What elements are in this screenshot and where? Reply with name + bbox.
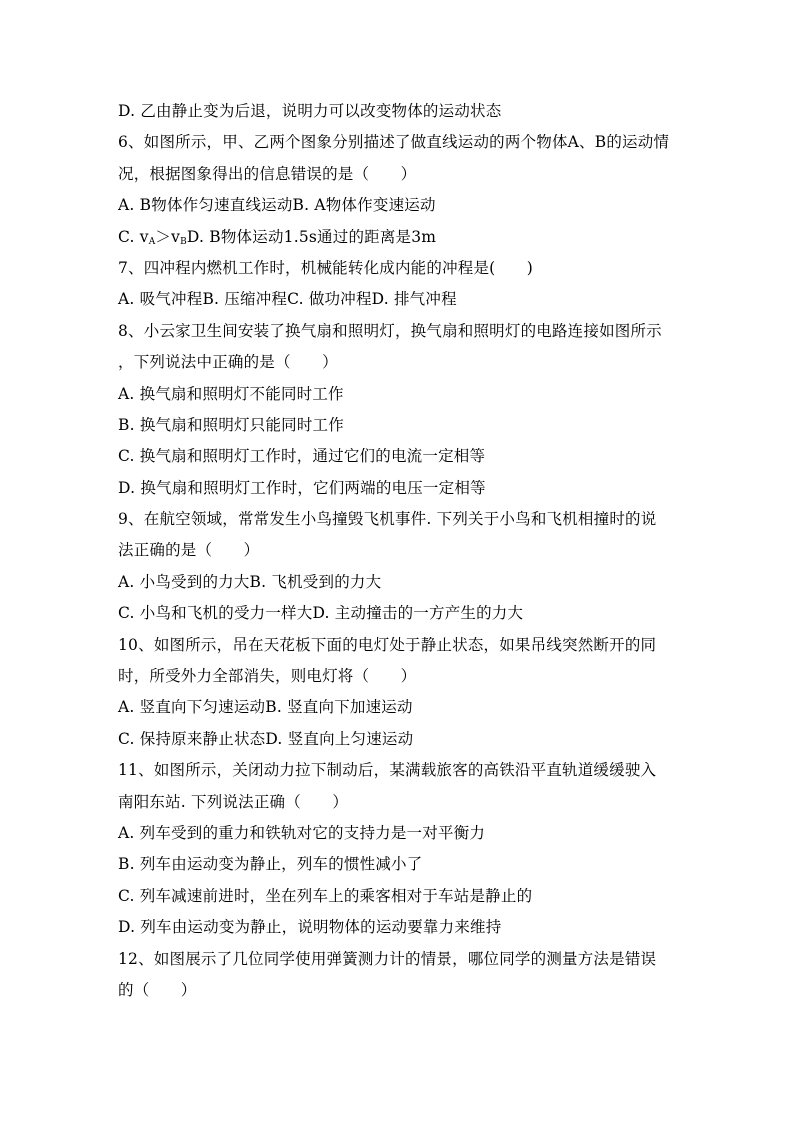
- q11-option-a: A. 列车受到的重力和铁轨对它的支持力是一对平衡力: [118, 823, 486, 842]
- q8-option-b: B. 换气扇和照明灯只能同时工作: [118, 415, 344, 434]
- q7-stem: 7、四冲程内燃机工作时，机械能转化成内能的冲程是( ): [118, 258, 534, 277]
- q8-stem-line-1: 8、小云家卫生间安装了换气扇和照明灯，换气扇和照明灯的电路连接如图所示: [118, 321, 662, 340]
- q5-option-d: D. 乙由静止变为后退，说明力可以改变物体的运动状态: [118, 102, 502, 120]
- q10-options-ab: A. 竖直向下匀速运动B. 竖直向下加速运动: [118, 698, 413, 717]
- q6-stem-line-1: 6、如图所示，甲、乙两个图象分别描述了做直线运动的两个物体A、B的运动情: [118, 133, 670, 152]
- q6-option-d: D. B物体运动1.5s通过的距离是3m: [186, 227, 437, 246]
- q7-options: A. 吸气冲程B. 压缩冲程C. 做功冲程D. 排气冲程: [118, 290, 457, 309]
- q9-stem-line-1: 9、在航空领域，常常发生小鸟撞毁飞机事件. 下列关于小鸟和飞机相撞时的说: [118, 510, 657, 529]
- q10-stem-line-2: 时，所受外力全部消失，则电灯将（ ）: [118, 667, 417, 686]
- q6-option-c-prefix: C. v: [118, 227, 149, 246]
- q11-option-d: D. 列车由运动变为静止，说明物体的运动要靠力来维持: [118, 918, 502, 937]
- q10-stem-line-1: 10、如图所示，吊在天花板下面的电灯处于静止状态，如果吊线突然断开的同: [118, 635, 657, 654]
- q11-stem-line-2: 南阳东站. 下列说法正确（ ）: [118, 792, 349, 811]
- subscript-b: B: [180, 236, 187, 247]
- q11-stem-line-1: 11、如图所示，关闭动力拉下制动后，某满载旅客的高铁沿平直轨道缓缓驶入: [118, 761, 657, 780]
- q11-option-b: B. 列车由运动变为静止，列车的惯性减小了: [118, 855, 423, 874]
- q9-options-ab: A. 小鸟受到的力大B. 飞机受到的力大: [118, 572, 382, 591]
- q6-options-ab: A. B物体作匀速直线运动B. A物体作变速运动: [118, 196, 436, 215]
- q8-option-d: D. 换气扇和照明灯工作时，它们两端的电压一定相等: [118, 478, 486, 497]
- q12-stem-line-2: 的（ ）: [118, 980, 197, 999]
- q6-option-c-gt: ＞v: [155, 227, 181, 246]
- q11-option-c: C. 列车减速前进时，坐在列车上的乘客相对于车站是静止的: [118, 886, 533, 905]
- q8-stem-line-2: ，下列说法中正确的是（ ）: [118, 353, 338, 372]
- q9-options-cd: C. 小鸟和飞机的受力一样大D. 主动撞击的一方产生的力大: [118, 604, 524, 623]
- subscript-a: A: [148, 236, 156, 247]
- q8-option-a: A. 换气扇和照明灯不能同时工作: [118, 384, 344, 403]
- q6-options-cd: [118, 222, 688, 253]
- q8-option-c: C. 换气扇和照明灯工作时，通过它们的电流一定相等: [118, 447, 486, 466]
- q9-stem-line-2: 法正确的是（ ）: [118, 541, 260, 560]
- q6-stem-line-2: 况，根据图象得出的信息错误的是（ ）: [118, 164, 417, 183]
- q12-stem-line-1: 12、如图展示了几位同学使用弹簧测力计的情景，哪位同学的测量方法是错误: [118, 949, 657, 968]
- exam-page: [118, 96, 688, 1006]
- q10-options-cd: C. 保持原来静止状态D. 竖直向上匀速运动: [118, 729, 414, 748]
